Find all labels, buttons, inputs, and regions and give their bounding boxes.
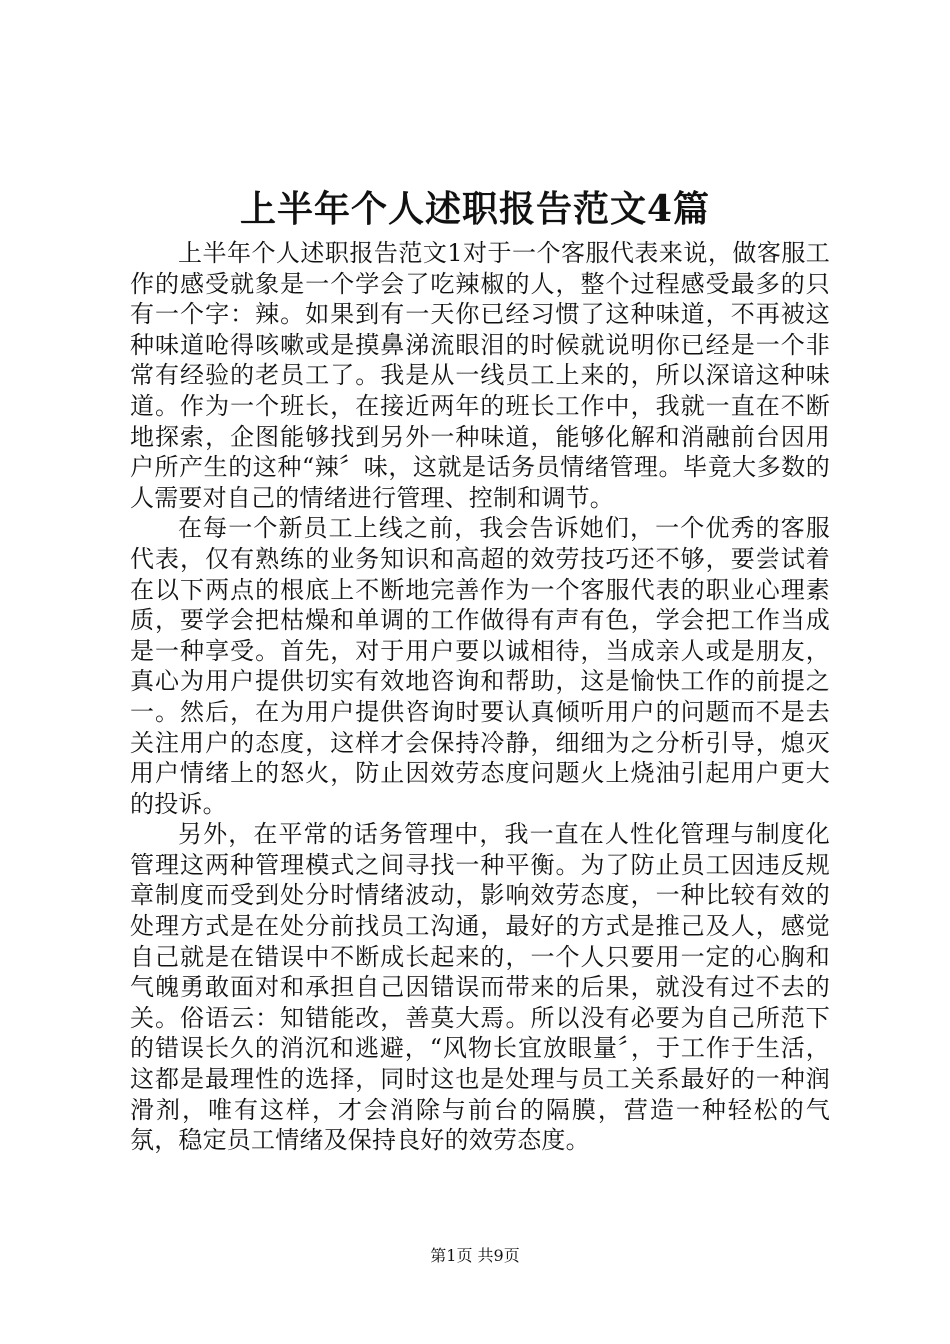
page-footer: 第1页 共9页 bbox=[430, 1246, 520, 1265]
document-title: 上半年个人述职报告范文4篇 bbox=[239, 188, 711, 230]
paragraph-1: 上半年个人述职报告范文1对于一个客服代表来说，做客服工作的感受就象是一个学会了吃辣椒的人，整个过程感受最多的只有一个字：辣。如果到有一天你已经习惯了这种味道，不再被这种味道呛得咳嗽或是摸鼻涕流眼泪的时候就说明你已经是一个非常有经验的老员工了。我是从一线员工上来的，所以深谙这种味道。作为一个班长，在接近两年的班长工作中，我就一直在不断地探索，企图能够找到另外一种味道，能够化解和消融前台因用户所产生的这种“辣〞味，这就是话务员情绪管理。毕竟大多数的人需要对自己的情绪进行管理、控制和调节。 bbox=[130, 239, 830, 512]
paragraph-3: 另外，在平常的话务管理中，我一直在人性化管理与制度化管理这两种管理模式之间寻找一种平衡。为了防止员工因违反规章制度而受到处分时情绪波动，影响效劳态度，一种比较有效的处理方式是在处分前找员工沟通，最好的方式是推己及人，感觉自己就是在错误中不断成长起来的，一个人只要用一定的心胸和气魄勇敢面对和承担自己因错误而带来的后果，就没有过不去的关。俗语云：知错能改，善莫大焉。所以没有必要为自己所范下的错误长久的消沉和逃避，“风物长宜放眼量〞，于工作于生活，这都是最理性的选择，同时这也是处理与员工关系最好的一种润滑剂，唯有这样，才会消除与前台的隔膜，营造一种轻松的气氛，稳定员工情绪及保持良好的效劳态度。 bbox=[130, 820, 830, 1155]
paragraph-2: 在每一个新员工上线之前，我会告诉她们，一个优秀的客服代表，仅有熟练的业务知识和高超的效劳技巧还不够，要尝试着在以下两点的根底上不断地完善作为一个客服代表的职业心理素质，要学会把枯燥和单调的工作做得有声有色，学会把工作当成是一种享受。首先，对于用户要以诚相待，当成亲人或是朋友，真心为用户提供切实有效地咨询和帮助，这是愉快工作的前提之一。然后，在为用户提供咨询时要认真倾听用户的问题而不是去关注用户的态度，这样才会保持冷静，细细为之分析引导，熄灭用户情绪上的怒火，防止因效劳态度问题火上烧油引起用户更大的投诉。 bbox=[130, 514, 830, 818]
document-body bbox=[130, 238, 830, 1156]
